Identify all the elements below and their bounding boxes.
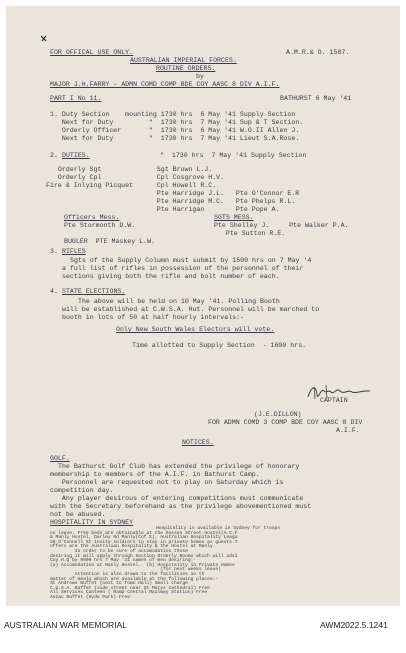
roster-line: Pte Harrigan Pte Pope A. <box>46 206 280 213</box>
duty-line: Next for Duty " 1730 hrs 7 May '41 Lieut S.A.Rose. <box>50 135 300 142</box>
sgts-mess-line: Pte Shelley J. Pte Walker P.A. <box>214 222 349 229</box>
golf-heading: GOLF. <box>50 455 70 462</box>
archive-footer <box>0 606 406 653</box>
issuer: MAJOR J.H.FARRY - ADMN COMD COMP BDE COY AASC 8 DIV A.I.F. <box>50 81 280 88</box>
reference-number: A.M.R.& O. 1587. <box>286 49 350 56</box>
elections-heading: STATE ELECTIONS. <box>62 288 126 295</box>
hospitality-line: on leave. Free beds are obtainable at the Sussex Street Hostel(A.C.F <box>50 530 238 536</box>
hospitality-line: (for next weeks leave) <box>50 567 221 573</box>
signature-caption: CAPTAIN <box>320 397 348 404</box>
duty-line: Next for Duty " 1730 hrs 7 May '41 Sup & T Section. <box>50 119 304 126</box>
elections-number: 4. <box>50 288 58 295</box>
elections-line: The above will be held on 10 May '41. Polling Booth <box>78 298 280 305</box>
rifles-line: sections giving both the rifle and bolt number of each. <box>62 273 280 280</box>
hospitality-line: offers are the Australian Hospitality & the Hostel at Manly. <box>50 544 216 550</box>
golf-line: membership to members of the A.I.F. in Bathurst Camp. <box>50 471 260 478</box>
hospitality-line: matter of meals which are available at the following places:- <box>50 576 219 582</box>
golf-line: Personnel are requested not to play on Saturday which is <box>50 479 284 486</box>
roster-line: Pte Harridge J.L. Pte O'Connor E.R <box>46 190 300 197</box>
hospitality-line: desiring it will apply through Section Orderly Rooms which will advi <box>50 553 238 559</box>
document-paper <box>6 6 400 606</box>
hospitality-line: Hospitality is available in Sydney for troops <box>156 526 281 531</box>
time-allotted: Time allotted to Supply Section - 1600 hrs. <box>132 342 307 349</box>
roster-line: Pte Harridge M.C. Pte Phelps R.L. <box>46 198 296 205</box>
golf-line: The Bathurst Golf Club has extended the privilege of honorary <box>58 463 300 470</box>
hospitality-line: C.U.S.A. Buffet (side street near St Marys Cathedral) Free <box>50 585 210 591</box>
place-date: BATHURST 6 May '41 <box>280 95 352 102</box>
orders-title: ROUTINE ORDERS. <box>156 65 216 72</box>
officers-mess-heading: Officers Mess. <box>64 214 120 221</box>
duties-time: " 1730 hrs 7 May '41 Supply Section <box>160 152 307 159</box>
golf-line: competition day. <box>50 487 114 494</box>
classification: FOR OFFICAL USE ONLY. <box>50 49 134 56</box>
hospitality-line: In order to be sure of accomodation those <box>50 549 188 554</box>
by-label: by <box>196 73 204 80</box>
bugler: BUGLER PTE Maskey L.W. <box>64 238 156 245</box>
part-number: PART I No 11. <box>50 95 102 102</box>
roster-line: Orderly Sgt Sgt Brown L.J. <box>46 166 213 173</box>
duties-number: 2. <box>50 152 58 159</box>
sgts-mess-heading: SGTS MESS. <box>214 214 254 221</box>
force-title: AUSTRALIAN IMPERIAL FORCES. <box>130 57 237 64</box>
notices-heading: NOTICES. <box>182 439 214 446</box>
elections-line: booth in lots of 50 at half hourly intervals:- <box>62 314 245 321</box>
archive-name: AUSTRALIAN WAR MEMORIAL <box>4 620 127 630</box>
archive-id: AWM2022.5.1241 <box>320 620 388 630</box>
golf-line: Any player desirous of entering competitions must communicate <box>50 495 304 502</box>
hospitality-heading: HOSPITALITY IN SYDNEY <box>50 519 134 526</box>
signatory-unit: A.I.F. <box>336 427 360 434</box>
roster-line: Orderly Cpl Cpl Cosgrove H.V. <box>46 174 225 181</box>
duties-heading: DUTIES. <box>62 152 90 159</box>
golf-line: not be abused. <box>50 511 106 518</box>
duty-line: 1. Duty Section mounting 1730 hrs 6 May '41 Supply Section <box>50 111 296 118</box>
rifles-line: Sgts of the Supply Column must submit by 1500 hrs on 7 May '4 <box>70 257 312 264</box>
duty-line: Orderly Officer " 1730 hrs 6 May '41 W.O.II Allen J. <box>50 127 300 134</box>
hospitality-line: (a) Accomodation at Manly Hostel. (b) Hospitality in Private Homes <box>50 562 235 568</box>
roster-line: Fire & Inlying Picquet Cpl Howell R.C. <box>46 182 217 189</box>
hospitality-line: & Manly Hostel, Darley Rd Manly(Cof E), Australian Hospitality Leagu <box>50 535 238 541</box>
officers-mess-name: Pte Stormonth D.W. <box>64 222 136 229</box>
rifles-heading: RIFLES <box>62 248 86 255</box>
electors-note: Only New South Wales Electors will vote. <box>116 326 275 333</box>
handwritten-mark-icon <box>40 35 48 42</box>
golf-line: with the Secretary beforehand as the privilege abovementioned must <box>50 503 312 510</box>
hospitality-line: 26 O'Connell St invite soldiers to stay in private homes as guests.T <box>50 539 238 545</box>
hospitality-line: Attention is also drawn to the facilities in th <box>50 572 205 577</box>
rifles-number: 3. <box>50 248 58 255</box>
hospitality-line: St Andrews Buffet (next to Town Hall) Small charge <box>50 581 188 587</box>
hospitality-line: Anzac Buffet (Hyde Park) Free <box>50 595 130 600</box>
signatory-role: FOR ADMN COMD 3 COMP BDE COY AASC 8 DIV <box>208 419 363 426</box>
hospitality-line: All Services Canteen ( Ramp Central Railway Station) Free <box>50 590 208 596</box>
sgts-mess-line: Pte Sutton R.E. <box>214 230 286 237</box>
signatory-name: (J.E.DILLON) <box>254 411 302 418</box>
elections-line: will be established at C.W.S.A. Hut. Personnel will be marched to <box>62 306 320 313</box>
hospitality-line: Coy H.Q by 0900 hrs 7 May '41 names of men desiring:- <box>50 558 197 564</box>
rifles-line: a full list of rifles in possession of the personnel of their <box>62 265 304 272</box>
